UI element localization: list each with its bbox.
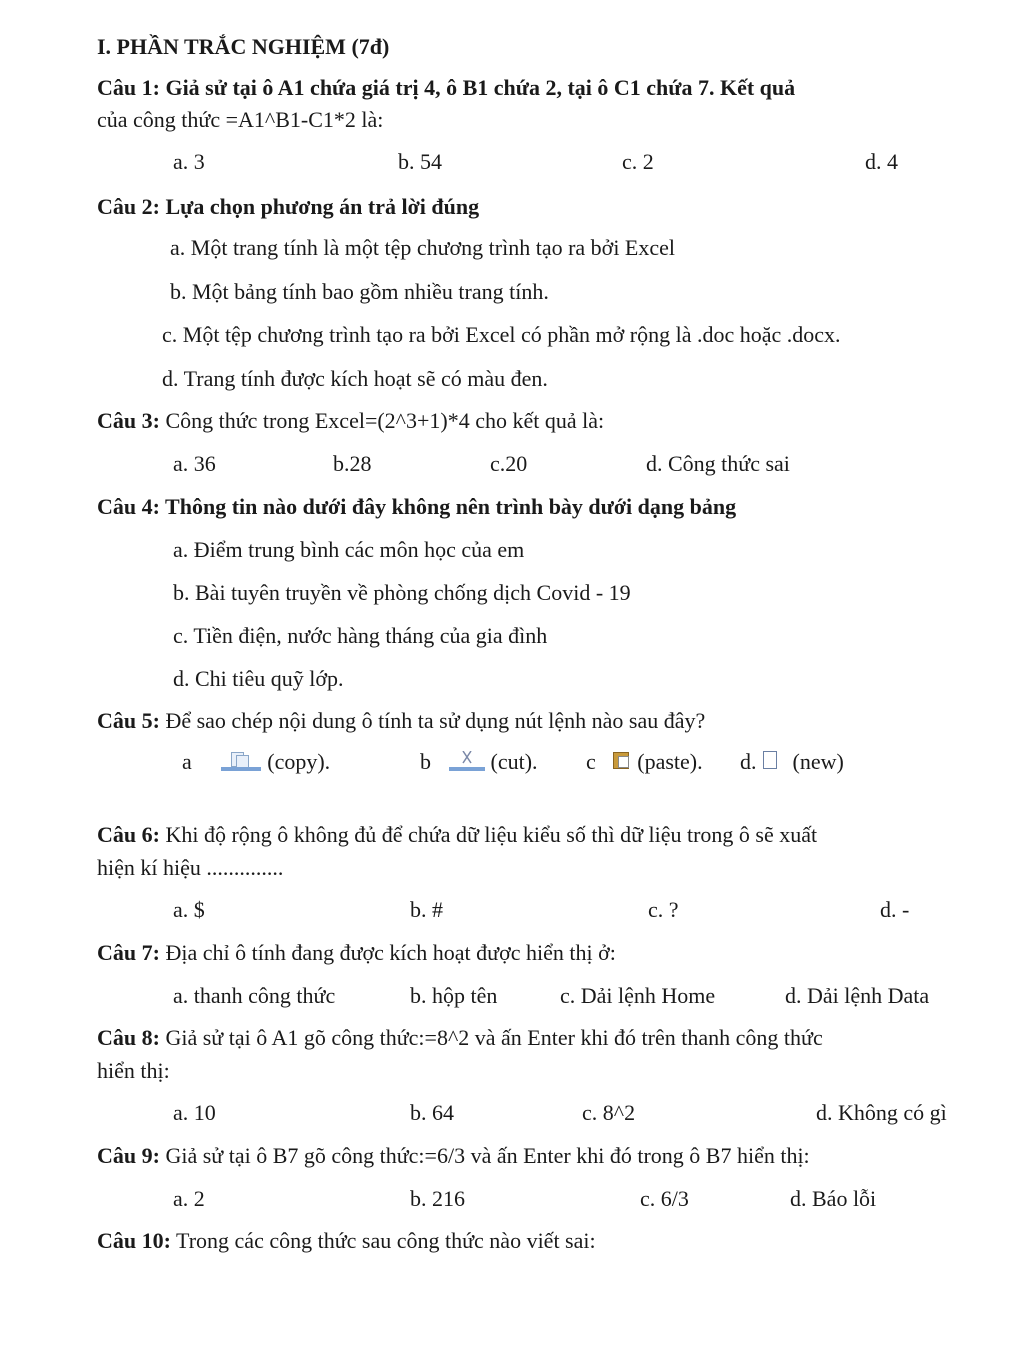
question-1-line-1 <box>97 75 795 101</box>
question-9-label: Câu 9: <box>97 1143 160 1168</box>
question-3-option-a[interactable]: a. 36 <box>173 451 216 476</box>
question-3-option-b[interactable]: b.28 <box>333 451 372 476</box>
question-7-option-d[interactable]: d. Dải lệnh Data <box>785 983 930 1008</box>
option-prefix: a <box>182 749 192 774</box>
question-1-option-b[interactable]: b. 54 <box>398 149 442 174</box>
question-4-option-d[interactable]: d. Chi tiêu quỹ lớp. <box>173 666 344 691</box>
question-5-option-a[interactable] <box>182 749 330 775</box>
question-7-option-a[interactable]: a. thanh công thức <box>173 983 336 1008</box>
question-1-text: Giả sử tại ô A1 chứa giá trị 4, ô B1 chứa 2, tại ô C1 chứa 7. Kết quả <box>159 75 796 100</box>
question-1-label: Câu 1: <box>97 75 160 100</box>
question-3-text: Công thức trong Excel=(2^3+1)*4 cho kết quả là: <box>159 408 605 433</box>
question-9-option-b[interactable]: b. 216 <box>410 1186 465 1211</box>
option-text: (paste). <box>637 749 703 774</box>
question-2-label: Câu 2: <box>97 194 160 219</box>
section-title: I. PHẦN TRẮC NGHIỆM (7đ) <box>97 34 390 59</box>
question-7-line-1 <box>97 940 616 966</box>
question-8-line-2: hiển thị: <box>97 1058 170 1083</box>
question-7-text: Địa chỉ ô tính đang được kích hoạt được hiển thị ở: <box>159 940 616 965</box>
question-6-option-a[interactable]: a. $ <box>173 897 205 922</box>
question-5-label: Câu 5: <box>97 708 160 733</box>
question-8-line-1 <box>97 1025 823 1051</box>
question-7-label: Câu 7: <box>97 940 160 965</box>
question-8-option-b[interactable]: b. 64 <box>410 1100 454 1125</box>
question-2-option-a[interactable]: a. Một trang tính là một tệp chương trình tạo ra bởi Excel <box>170 235 676 260</box>
question-4-text: Thông tin nào dưới đây không nên trình bày dưới dạng bảng <box>159 494 737 519</box>
question-5-option-b[interactable] <box>420 749 538 775</box>
question-2-line-1 <box>97 194 479 220</box>
question-5-line-1 <box>97 708 705 734</box>
question-3-label: Câu 3: <box>97 408 160 433</box>
option-prefix: b <box>420 749 431 774</box>
question-8-label: Câu 8: <box>97 1025 160 1050</box>
question-4-option-b[interactable]: b. Bài tuyên truyền về phòng chống dịch Covid - 19 <box>173 580 631 605</box>
question-6-text: Khi độ rộng ô không đủ để chứa dữ liệu kiểu số thì dữ liệu trong ô sẽ xuất <box>159 822 818 847</box>
question-9-option-d[interactable]: d. Báo lỗi <box>790 1186 877 1211</box>
question-5-text: Để sao chép nội dung ô tính ta sử dụng nút lệnh nào sau đây? <box>159 708 706 733</box>
question-6-line-2: hiện kí hiệu .............. <box>97 855 284 880</box>
question-5-option-c[interactable] <box>586 749 703 775</box>
option-text: (new) <box>792 749 844 774</box>
question-8-option-a[interactable]: a. 10 <box>173 1100 216 1125</box>
question-1-option-c[interactable]: c. 2 <box>622 149 654 174</box>
question-2-option-b[interactable]: b. Một bảng tính bao gồm nhiều trang tính. <box>170 279 549 304</box>
question-8-option-c[interactable]: c. 8^2 <box>582 1100 636 1125</box>
question-7-option-c[interactable]: c. Dải lệnh Home <box>560 983 716 1008</box>
question-7-option-b[interactable]: b. hộp tên <box>410 983 498 1008</box>
question-9-option-a[interactable]: a. 2 <box>173 1186 205 1211</box>
question-6-option-b[interactable]: b. # <box>410 897 443 922</box>
question-2-text: Lựa chọn phương án trả lời đúng <box>159 194 480 219</box>
scissors-icon <box>447 750 487 772</box>
question-2-option-c[interactable]: c. Một tệp chương trình tạo ra bởi Excel có phần mở rộng là .doc hoặc .docx. <box>162 322 841 347</box>
question-6-option-c[interactable]: c. ? <box>648 897 679 922</box>
question-10-line-1 <box>97 1228 596 1254</box>
question-9-text: Giả sử tại ô B7 gõ công thức:=6/3 và ấn Enter khi đó trong ô B7 hiển thị: <box>159 1143 810 1168</box>
question-1-line-2: của công thức =A1^B1-C1*2 là: <box>97 107 384 132</box>
clipboard-icon <box>607 750 633 772</box>
question-6-option-d[interactable]: d. - <box>880 897 910 922</box>
option-text: (copy). <box>267 749 331 774</box>
question-2-option-d[interactable]: d. Trang tính được kích hoạt sẽ có màu đen. <box>162 366 548 391</box>
question-9-line-1 <box>97 1143 810 1169</box>
question-3-option-d[interactable]: d. Công thức sai <box>646 451 790 476</box>
question-1-option-d[interactable]: d. 4 <box>865 149 898 174</box>
question-3-line-1 <box>97 408 604 434</box>
question-9-option-c[interactable]: c. 6/3 <box>640 1186 689 1211</box>
question-3-option-c[interactable]: c.20 <box>490 451 528 476</box>
question-8-text: Giả sử tại ô A1 gõ công thức:=8^2 và ấn Enter khi đó trên thanh công thức <box>159 1025 823 1050</box>
question-5-option-d[interactable] <box>740 749 844 775</box>
option-prefix: d. <box>740 749 757 774</box>
copy-icon <box>219 750 263 772</box>
question-4-line-1 <box>97 494 736 520</box>
question-10-label: Câu 10: <box>97 1228 171 1253</box>
question-4-label: Câu 4: <box>97 494 160 519</box>
question-6-label: Câu 6: <box>97 822 160 847</box>
question-4-option-c[interactable]: c. Tiền điện, nước hàng tháng của gia đình <box>173 623 548 648</box>
question-6-line-1 <box>97 822 817 848</box>
question-8-option-d[interactable]: d. Không có gì <box>816 1100 947 1125</box>
question-4-option-a[interactable]: a. Điểm trung bình các môn học của em <box>173 537 525 562</box>
new-document-icon <box>759 750 785 772</box>
question-1-option-a[interactable]: a. 3 <box>173 149 205 174</box>
question-10-text: Trong các công thức sau công thức nào viết sai: <box>170 1228 596 1253</box>
option-text: (cut). <box>490 749 538 774</box>
option-prefix: c <box>586 749 596 774</box>
